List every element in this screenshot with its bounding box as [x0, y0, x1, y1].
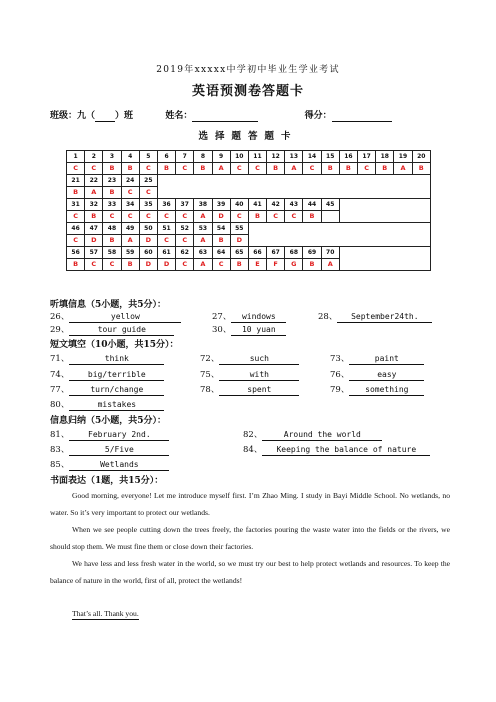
- question-number-cell: 54: [212, 223, 230, 235]
- answer-item: 72、 such: [200, 352, 299, 365]
- answer-cell: C: [157, 235, 175, 247]
- question-number-cell: 69: [303, 247, 321, 259]
- answer-cell: B: [103, 187, 121, 199]
- answer-cell: C: [103, 211, 121, 223]
- question-number-cell: 19: [394, 151, 412, 163]
- answer-cell: C: [103, 259, 121, 271]
- question-number-cell: 8: [194, 151, 212, 163]
- question-number-cell: 31: [67, 199, 85, 211]
- question-number-cell: 35: [139, 199, 157, 211]
- answer-card-subtitle: 选择题答题卡: [198, 131, 298, 142]
- question-number-cell: 51: [157, 223, 175, 235]
- question-number-cell: 65: [230, 247, 248, 259]
- question-number-cell: 70: [321, 247, 339, 259]
- name-label: 姓名：: [165, 111, 193, 121]
- answer-cell: A: [394, 163, 412, 175]
- question-number-cell: 12: [267, 151, 285, 163]
- answer-cell: C: [139, 187, 157, 199]
- question-number-cell: 37: [176, 199, 194, 211]
- page-title: 英语预测卷答题卡: [191, 84, 304, 99]
- answer-cell: C: [212, 259, 230, 271]
- answer-cell: B: [321, 163, 339, 175]
- question-number-cell: 20: [412, 151, 430, 163]
- question-number-cell: 50: [139, 223, 157, 235]
- answer-cell: B: [303, 211, 321, 223]
- question-number-cell: 34: [121, 199, 139, 211]
- answer-item: 82、 Around the world: [243, 428, 382, 441]
- question-number-cell: 59: [121, 247, 139, 259]
- answer-cell: C: [176, 163, 194, 175]
- essay-paragraph: We have less and less fresh water in the world, so we must try our best to help protect wetlands and resources. To keep the balance of nature in the world, first of all, protect the wetlands!: [50, 559, 450, 585]
- question-number-cell: 17: [358, 151, 376, 163]
- answer-cell: B: [194, 163, 212, 175]
- answer-item: 29、 tour guide: [50, 323, 174, 336]
- class-label: 班级：九（: [50, 111, 96, 121]
- question-number-cell: 22: [85, 175, 103, 187]
- answer-cell: [321, 211, 339, 223]
- question-number-cell: 39: [212, 199, 230, 211]
- answer-item: 83、 5/Five: [50, 443, 169, 456]
- answer-cell: C: [139, 163, 157, 175]
- question-number-cell: 6: [157, 151, 175, 163]
- question-number-cell: 60: [139, 247, 157, 259]
- empty-grid-area: [248, 223, 430, 247]
- essay-closing: That’s all. Thank you.: [72, 609, 139, 618]
- answer-item: 30、 10 yuan: [212, 323, 286, 336]
- answer-cell: A: [121, 235, 139, 247]
- answer-cell: D: [157, 259, 175, 271]
- answer-item: 80、 mistakes: [50, 398, 164, 411]
- answer-cell: C: [230, 211, 248, 223]
- question-number-cell: 5: [139, 151, 157, 163]
- question-number-cell: 2: [85, 151, 103, 163]
- answer-cell: C: [176, 211, 194, 223]
- answer-cell: C: [285, 211, 303, 223]
- question-number-cell: 32: [85, 199, 103, 211]
- answer-cell: C: [121, 211, 139, 223]
- answer-cell: C: [358, 163, 376, 175]
- grid-number-row: [67, 151, 431, 163]
- grid-answer-row: [67, 163, 431, 175]
- answer-cell: C: [121, 187, 139, 199]
- question-number-cell: 64: [212, 247, 230, 259]
- cloze-heading: 短文填空（10小题，共15分）：: [50, 340, 179, 350]
- question-number-cell: 53: [194, 223, 212, 235]
- question-number-cell: 21: [67, 175, 85, 187]
- question-number-cell: 9: [212, 151, 230, 163]
- question-number-cell: 11: [248, 151, 266, 163]
- answer-cell: B: [267, 163, 285, 175]
- grid-number-row: [67, 223, 431, 235]
- question-number-cell: 52: [176, 223, 194, 235]
- answer-cell: C: [303, 163, 321, 175]
- answer-cell: A: [194, 211, 212, 223]
- question-number-cell: 63: [194, 247, 212, 259]
- empty-grid-area: [339, 247, 430, 271]
- question-number-cell: 48: [103, 223, 121, 235]
- answer-cell: B: [67, 187, 85, 199]
- question-number-cell: 3: [103, 151, 121, 163]
- answer-cell: B: [212, 235, 230, 247]
- question-number-cell: 15: [321, 151, 339, 163]
- answer-cell: C: [157, 211, 175, 223]
- question-number-cell: 16: [339, 151, 357, 163]
- answer-cell: B: [376, 163, 394, 175]
- question-number-cell: 43: [285, 199, 303, 211]
- answer-cell: A: [194, 235, 212, 247]
- answer-item: 27、 windows: [212, 310, 286, 323]
- answer-cell: D: [230, 235, 248, 247]
- answer-cell: C: [139, 211, 157, 223]
- question-number-cell: 40: [230, 199, 248, 211]
- answer-cell: B: [157, 163, 175, 175]
- question-number-cell: 13: [285, 151, 303, 163]
- answer-cell: B: [121, 163, 139, 175]
- answer-cell: A: [321, 259, 339, 271]
- question-number-cell: 61: [157, 247, 175, 259]
- answer-cell: A: [212, 163, 230, 175]
- question-number-cell: 67: [267, 247, 285, 259]
- grid-number-row: [67, 199, 431, 211]
- answer-cell: C: [67, 235, 85, 247]
- answer-cell: C: [85, 259, 103, 271]
- answer-item: 85、 Wetlands: [50, 458, 169, 471]
- essay-paragraph: When we see people cutting down the trees freely, the factories pouring the waste water into the fields or the rivers, we should stop them. We must fine them or close down their factories.: [50, 525, 450, 551]
- class-suffix: ）班: [115, 111, 134, 121]
- name-field[interactable]: [192, 111, 258, 122]
- answer-item: 81、 February 2nd.: [50, 428, 169, 441]
- answer-cell: B: [121, 259, 139, 271]
- grid-number-row: [67, 247, 431, 259]
- empty-grid-area: [157, 175, 430, 199]
- question-number-cell: 14: [303, 151, 321, 163]
- question-number-cell: 41: [248, 199, 266, 211]
- question-number-cell: 56: [67, 247, 85, 259]
- question-number-cell: 44: [303, 199, 321, 211]
- student-info-line: [50, 108, 450, 122]
- question-number-cell: 1: [67, 151, 85, 163]
- question-number-cell: 66: [248, 247, 266, 259]
- answer-item: 84、 Keeping the balance of nature: [243, 443, 430, 456]
- answer-cell: B: [303, 259, 321, 271]
- answer-cell: B: [339, 163, 357, 175]
- answer-item: 77、 turn/change: [50, 383, 164, 396]
- answer-cell: D: [139, 235, 157, 247]
- answer-item: 74、 big/terrible: [50, 368, 164, 381]
- question-number-cell: 58: [103, 247, 121, 259]
- summary-heading: 信息归纳（5小题，共5分）：: [50, 416, 167, 426]
- answer-cell: B: [67, 259, 85, 271]
- answer-cell: D: [85, 235, 103, 247]
- answer-cell: A: [285, 163, 303, 175]
- answer-cell: D: [139, 259, 157, 271]
- question-number-cell: 46: [67, 223, 85, 235]
- answer-item: 76、 easy: [330, 368, 424, 381]
- answer-cell: A: [85, 187, 103, 199]
- question-number-cell: 45: [321, 199, 339, 211]
- question-number-cell: 49: [121, 223, 139, 235]
- answer-cell: B: [85, 211, 103, 223]
- question-number-cell: 33: [103, 199, 121, 211]
- question-number-cell: 55: [230, 223, 248, 235]
- question-number-cell: 18: [376, 151, 394, 163]
- question-number-cell: 24: [121, 175, 139, 187]
- question-number-cell: 38: [194, 199, 212, 211]
- answer-cell: D: [212, 211, 230, 223]
- question-number-cell: 36: [157, 199, 175, 211]
- answer-cell: E: [248, 259, 266, 271]
- answer-item: 28、 September24th.: [318, 310, 432, 323]
- question-number-cell: 23: [103, 175, 121, 187]
- listening-heading: 听填信息（5小题，共5分）：: [50, 300, 167, 310]
- answer-item: 78、 spent: [200, 383, 299, 396]
- answer-grid: [66, 150, 431, 271]
- answer-item: 26、 yellow: [50, 310, 181, 323]
- class-field[interactable]: [95, 111, 115, 122]
- writing-heading: 书面表达（1题，共15分）：: [50, 476, 164, 486]
- answer-cell: G: [285, 259, 303, 271]
- essay-paragraph: Good morning, everyone! Let me introduce myself first. I’m Zhao Ming. I study in Bayi Middle School. No wetlands, no water. So it’s very important to protect our wetlands.: [50, 491, 450, 517]
- answer-item: 79、 something: [330, 383, 424, 396]
- score-label: 得分：: [304, 111, 332, 121]
- answer-cell: C: [248, 163, 266, 175]
- answer-item: 73、 paint: [330, 352, 424, 365]
- answer-cell: B: [248, 211, 266, 223]
- question-number-cell: 68: [285, 247, 303, 259]
- score-field[interactable]: [332, 111, 392, 122]
- question-number-cell: 4: [121, 151, 139, 163]
- answer-item: 71、 think: [50, 352, 164, 365]
- answer-cell: C: [267, 211, 285, 223]
- question-number-cell: 47: [85, 223, 103, 235]
- answer-cell: B: [103, 235, 121, 247]
- grid-number-row: [67, 175, 431, 187]
- answer-cell: A: [194, 259, 212, 271]
- question-number-cell: 42: [267, 199, 285, 211]
- question-number-cell: 57: [85, 247, 103, 259]
- answer-cell: C: [67, 211, 85, 223]
- answer-cell: C: [176, 259, 194, 271]
- answer-item: 75、 with: [200, 368, 299, 381]
- question-number-cell: 10: [230, 151, 248, 163]
- answer-cell: C: [85, 163, 103, 175]
- answer-cell: B: [230, 259, 248, 271]
- answer-cell: C: [67, 163, 85, 175]
- answer-cell: C: [176, 235, 194, 247]
- exam-title: 2019年xxxxx中学初中毕业生学业考试: [156, 65, 340, 75]
- question-number-cell: 7: [176, 151, 194, 163]
- answer-cell: F: [267, 259, 285, 271]
- answer-cell: B: [103, 163, 121, 175]
- empty-grid-area: [339, 199, 430, 223]
- answer-cell: C: [230, 163, 248, 175]
- answer-cell: B: [412, 163, 430, 175]
- question-number-cell: 62: [176, 247, 194, 259]
- question-number-cell: 25: [139, 175, 157, 187]
